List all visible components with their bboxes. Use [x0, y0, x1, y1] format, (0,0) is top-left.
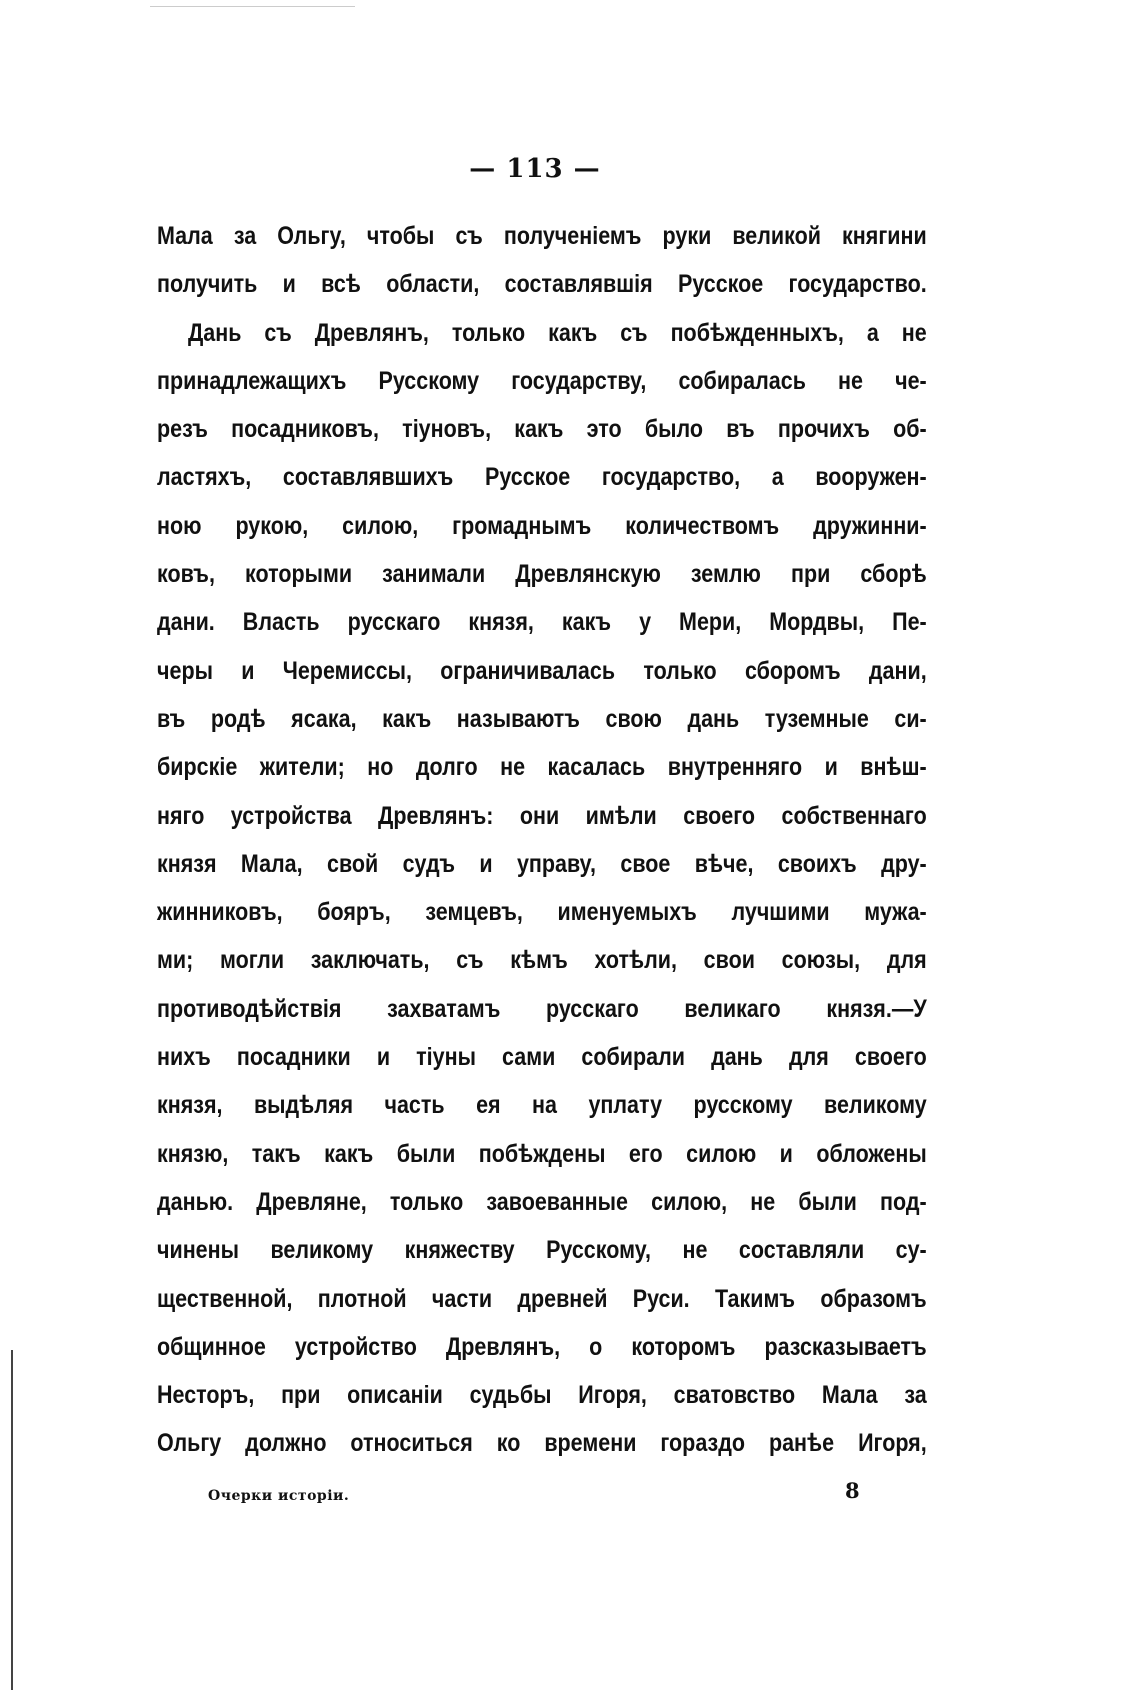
text-line: Дань съ Древлянъ, только какъ съ побѣжденныхъ, а не: [187, 318, 927, 347]
text-line: получить и всѣ области, составлявшія Русское государство.: [157, 270, 927, 299]
text-line: щественной, плотной части древней Руси. Такимъ образомъ: [157, 1284, 927, 1313]
text-line: въ родѣ ясака, какъ называютъ свою дань туземные си-: [157, 704, 927, 733]
text-line: ною рукою, силою, громаднымъ количествомъ дружинни-: [157, 511, 927, 540]
text-line: чинены великому княжеству Русскому, не составляли су-: [157, 1236, 927, 1265]
signature-mark: 8: [845, 1478, 860, 1503]
scan-edge-line: [150, 6, 355, 7]
text-line: няго устройства Древлянъ: они имѣли своего собственнаго: [157, 801, 927, 830]
text-line: Ольгу должно относиться ко времени гораздо ранѣе Игоря,: [157, 1429, 927, 1458]
text-line: жинниковъ, бояръ, земцевъ, именуемыхъ лучшими мужа-: [157, 898, 927, 927]
text-line: ластяхъ, составлявшихъ Русское государство, а вооружен-: [157, 463, 927, 492]
text-line: общинное устройство Древлянъ, о которомъ разсказываетъ: [157, 1332, 927, 1361]
text-line: данью. Древляне, только завоеванные силою, не были под-: [157, 1187, 927, 1216]
text-line: князя Мала, свой судъ и управу, свое вѣче, своихъ дру-: [157, 849, 927, 878]
text-line: Мала за Ольгу, чтобы съ полученіемъ руки великой княгини: [157, 222, 927, 250]
text-line: ми; могли заключать, съ кѣмъ хотѣли, свои союзы, для: [157, 946, 927, 975]
text-line: противодѣйствія захватамъ русскаго великаго князя.—У: [157, 994, 927, 1023]
text-line: черы и Черемиссы, ограничивалась только сборомъ дани,: [157, 656, 927, 685]
text-line: дани. Власть русскаго князя, какъ у Мери, Мордвы, Пе-: [157, 608, 927, 637]
text-line: бирскіе жители; но долго не касалась внутренняго и внѣш-: [157, 753, 927, 782]
text-line: резъ посадниковъ, тіуновъ, какъ это было въ прочихъ об-: [157, 415, 927, 444]
body-text: [157, 212, 927, 1468]
text-line: Несторъ, при описаніи судьбы Игоря, сватовство Мала за: [157, 1381, 927, 1410]
text-line: ковъ, которыми занимали Древлянскую землю при сборѣ: [157, 560, 927, 589]
text-line: князю, такъ какъ были побѣждены его силою и обложены: [157, 1139, 927, 1168]
binding-edge-line: [11, 1350, 13, 1690]
footer-book-title: Очерки исторіи.: [208, 1488, 350, 1504]
text-line: князя, выдѣляя часть ея на уплату русскому великому: [157, 1091, 927, 1120]
text-line: нихъ посадники и тіуны сами собирали дань для своего: [157, 1043, 927, 1072]
text-line: принадлежащихъ Русскому государству, собиралась не че-: [157, 366, 927, 395]
page-number: — 113 —: [469, 154, 601, 184]
